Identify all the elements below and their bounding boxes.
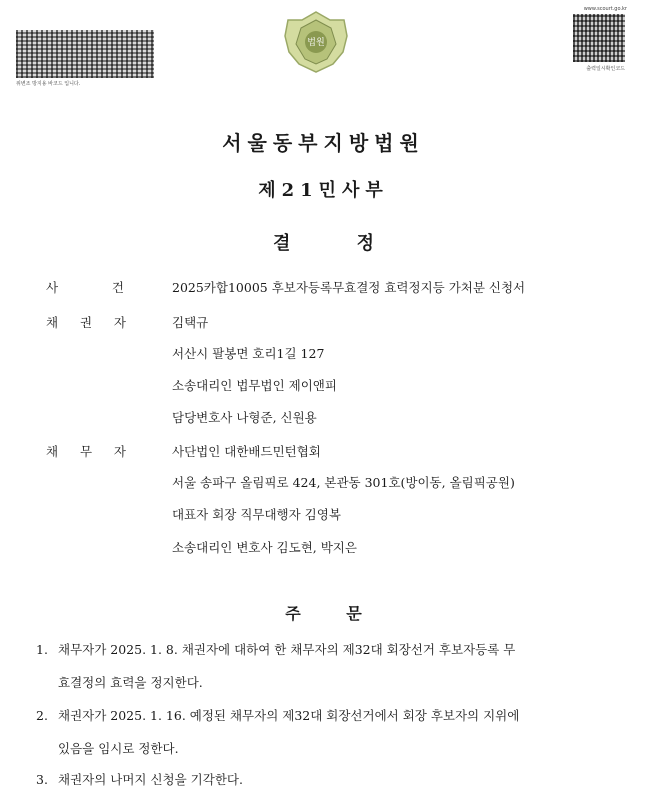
debtor-label: 채 무 자 <box>46 444 126 459</box>
creditor-address: 서산시 팔봉면 호리1길 127 <box>172 346 325 361</box>
division-name: 제21민사부 <box>258 180 389 201</box>
creditor-attorney: 소송대리인 법무법인 제이앤피 <box>172 378 337 393</box>
creditor-name: 김택규 <box>172 315 209 330</box>
emblem-label: 법원 <box>307 38 325 48</box>
creditor-lawyers: 담당변호사 나형준, 신원용 <box>172 410 317 425</box>
document-kind: 결 정 <box>272 233 375 254</box>
case-label: 사 건 <box>46 280 124 295</box>
creditor-label: 채 권 자 <box>46 315 126 330</box>
document-header <box>0 0 647 100</box>
court-emblem-icon <box>281 10 351 76</box>
debtor-name: 사단법인 대한배드민턴협회 <box>172 444 321 459</box>
order-item-2: 2. 채권자가 2025. 1. 16. 예정된 채무자의 제32대 회장선거에서 회장 후보자의 지위에 <box>36 708 520 723</box>
qr-code <box>573 14 625 62</box>
order-item-3: 3. 채권자의 나머지 신청을 기각한다. <box>36 772 243 787</box>
order-item-2-cont: 있음을 임시로 정한다. <box>58 741 179 756</box>
case-value: 2025카합10005 후보자등록무효결정 효력정지등 가처분 신청서 <box>172 280 526 295</box>
order-item-1-cont: 효결정의 효력을 정지한다. <box>58 675 203 690</box>
court-name: 서울동부지방법원 <box>222 131 425 155</box>
barcode-left-note: 위변조 방지용 바코드 입니다. <box>16 81 81 87</box>
debtor-representative: 대표자 회장 직무대행자 김영복 <box>172 507 341 522</box>
court-url: www.scourt.go.kr <box>583 6 627 12</box>
order-item-1: 1. 채무자가 2025. 1. 8. 채권자에 대하여 한 채무자의 제32대 회장선거 후보자등록 무 <box>36 642 516 657</box>
debtor-address: 서울 송파구 올림픽로 424, 본관동 301호(방이동, 올림픽공원) <box>172 475 515 490</box>
qr-code-note: 출력일시확인코드 <box>586 66 625 72</box>
debtor-attorney: 소송대리인 변호사 김도현, 박지은 <box>172 540 357 555</box>
order-heading: 주 문 <box>285 604 362 623</box>
barcode-left <box>16 30 154 78</box>
